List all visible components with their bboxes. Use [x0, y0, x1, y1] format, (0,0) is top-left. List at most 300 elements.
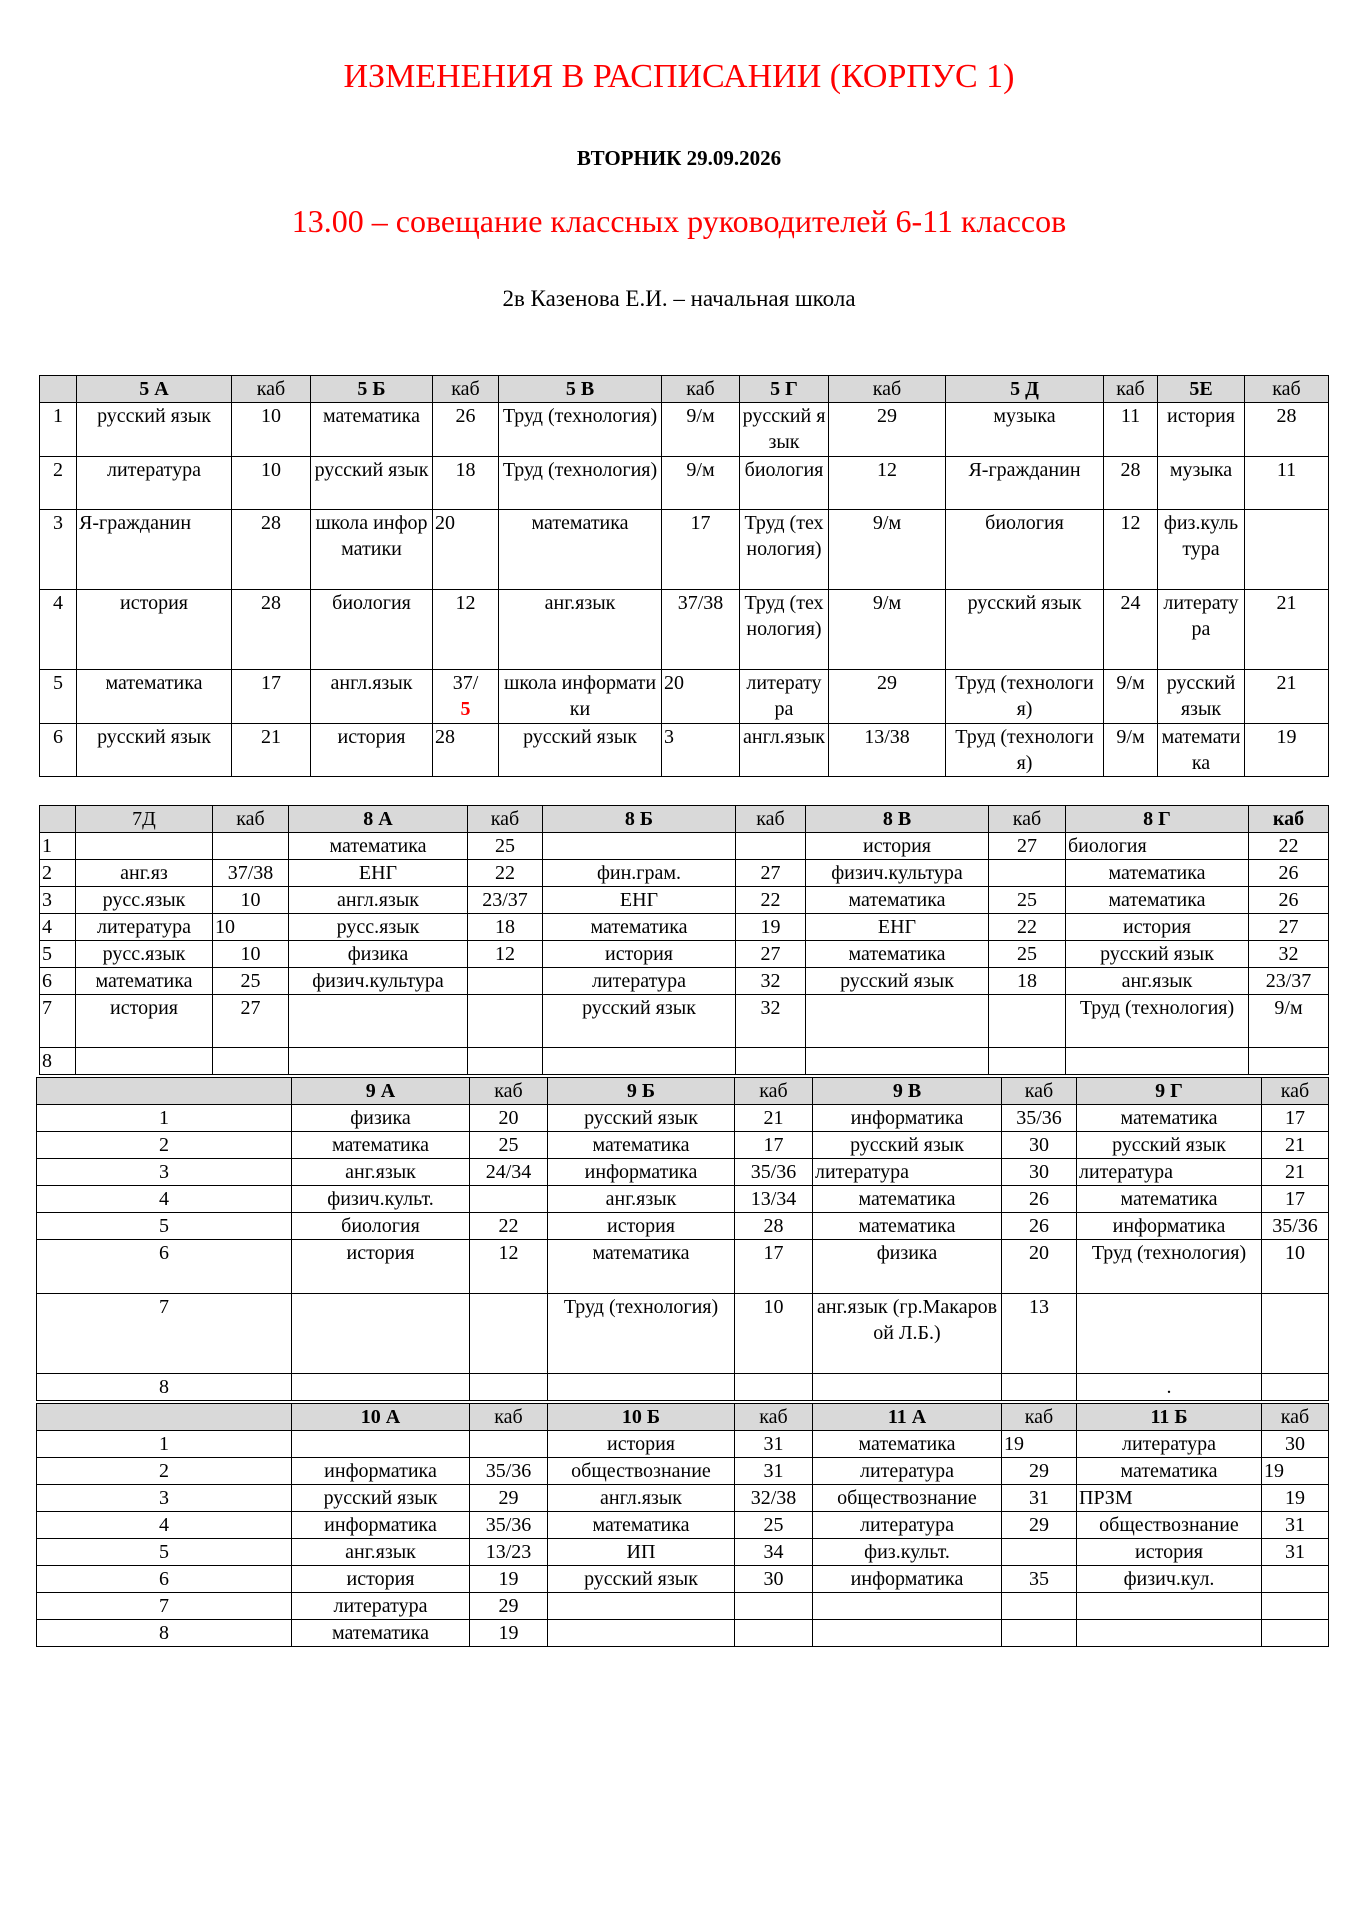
table-cell: фин.грам. — [543, 860, 736, 887]
table-cell — [433, 670, 499, 724]
table-cell: 35/36 — [470, 1458, 548, 1485]
table-cell: 31 — [1262, 1539, 1329, 1566]
table-cell: информатика — [548, 1159, 735, 1186]
table-row — [40, 670, 1329, 724]
table-cell — [989, 860, 1066, 887]
table-cell: 3 — [662, 724, 740, 777]
table-cell: Труд (технология) — [946, 670, 1104, 724]
table-cell: 9/м — [1249, 995, 1329, 1048]
table-cell — [813, 1620, 1002, 1647]
header-cell: 5 В — [499, 376, 662, 403]
table-header-row — [40, 806, 1329, 833]
header-cell — [37, 1078, 292, 1105]
table-cell: 25 — [989, 887, 1066, 914]
table-cell: 11 — [1104, 403, 1158, 457]
table-cell: 4 — [40, 914, 76, 941]
table-cell: 35/36 — [1262, 1213, 1329, 1240]
table-cell — [1066, 1048, 1249, 1075]
table-cell: математика — [289, 833, 468, 860]
table-cell — [1002, 1620, 1077, 1647]
table-cell: русс.язык — [76, 887, 213, 914]
table-cell: 28 — [1245, 403, 1329, 457]
table-cell: 5 — [40, 941, 76, 968]
table-cell: биология — [946, 510, 1104, 590]
table-cell: 23/37 — [468, 887, 543, 914]
table-cell: математика — [548, 1132, 735, 1159]
table-cell — [213, 1048, 289, 1075]
table-cell: 26 — [1002, 1213, 1077, 1240]
table-cell: 24 — [1104, 590, 1158, 670]
table-cell: история — [1077, 1539, 1262, 1566]
table-cell: литература — [1077, 1159, 1262, 1186]
table-cell: 9/м — [1104, 724, 1158, 777]
table-cell — [292, 1431, 470, 1458]
table-cell: 21 — [1245, 670, 1329, 724]
table-cell: Я-гражданин — [946, 457, 1104, 510]
table-cell: обществознание — [1077, 1512, 1262, 1539]
table-cell: физика — [289, 941, 468, 968]
table-cell: 30 — [1262, 1431, 1329, 1458]
table-cell: информатика — [1077, 1213, 1262, 1240]
table-cell: математика — [292, 1620, 470, 1647]
table-cell: 3 — [40, 510, 77, 590]
schedule-date: ВТОРНИК 29.09.2026 — [576, 146, 782, 170]
table-row — [40, 860, 1329, 887]
table-cell: история — [548, 1213, 735, 1240]
table-cell: биология — [740, 457, 829, 510]
header-cell — [40, 376, 77, 403]
table-cell — [1249, 1048, 1329, 1075]
table-cell: музыка — [1158, 457, 1245, 510]
table-cell: 25 — [213, 968, 289, 995]
table-row — [40, 887, 1329, 914]
table-cell: Труд (технология) — [946, 724, 1104, 777]
table-cell: 37/38 — [213, 860, 289, 887]
table-cell — [736, 1048, 806, 1075]
table-row — [40, 457, 1329, 510]
table-cell: 3 — [37, 1485, 292, 1512]
table-row — [37, 1539, 1329, 1566]
table-cell: математика — [1077, 1105, 1262, 1132]
table-cell: Труд (технология) — [1066, 995, 1249, 1048]
table-cell: 12 — [468, 941, 543, 968]
table-cell: Труд (технология) — [548, 1294, 735, 1374]
table-row — [40, 941, 1329, 968]
table-cell: 28 — [232, 590, 311, 670]
table-row — [40, 914, 1329, 941]
header-cell: 5Е — [1158, 376, 1245, 403]
table-cell: . — [1077, 1374, 1262, 1401]
table-cell: 19 — [1002, 1431, 1077, 1458]
table-cell: 9/м — [662, 457, 740, 510]
table-row — [37, 1132, 1329, 1159]
table-cell: русский язык — [1066, 941, 1249, 968]
table-cell: 22 — [989, 914, 1066, 941]
table-cell: информатика — [813, 1105, 1002, 1132]
table-cell: русский язык — [813, 1132, 1002, 1159]
header-cell: 9 В — [813, 1078, 1002, 1105]
table-cell: 4 — [37, 1512, 292, 1539]
table-cell — [468, 1048, 543, 1075]
table-cell: 13/38 — [829, 724, 946, 777]
table-cell: 25 — [468, 833, 543, 860]
table-cell — [1002, 1539, 1077, 1566]
table-cell — [470, 1186, 548, 1213]
table-cell: 25 — [735, 1512, 813, 1539]
table-cell: 27 — [213, 995, 289, 1048]
table-cell: 32 — [736, 995, 806, 1048]
table-cell: 22 — [736, 887, 806, 914]
table-cell: русский язык — [740, 403, 829, 457]
table-cell: 7 — [37, 1593, 292, 1620]
table-cell: 23/37 — [1249, 968, 1329, 995]
table-cell: школа информатики — [311, 510, 433, 590]
header-cell: каб — [735, 1078, 813, 1105]
header-cell: каб — [1002, 1078, 1077, 1105]
table-cell: литература — [740, 670, 829, 724]
table-cell: 21 — [1262, 1132, 1329, 1159]
table-cell: история — [1066, 914, 1249, 941]
table-cell — [735, 1620, 813, 1647]
table-row — [37, 1458, 1329, 1485]
table-cell: 22 — [1249, 833, 1329, 860]
table-cell: ЕНГ — [806, 914, 989, 941]
table-cell: математика — [1077, 1458, 1262, 1485]
table-cell: 5 — [37, 1213, 292, 1240]
table-cell: 19 — [1245, 724, 1329, 777]
table-cell: математика — [806, 887, 989, 914]
table-cell: 31 — [1262, 1512, 1329, 1539]
table-cell: 24/34 — [470, 1159, 548, 1186]
table-cell: 26 — [1249, 887, 1329, 914]
table-cell: информатика — [292, 1458, 470, 1485]
table-cell: 2 — [40, 860, 76, 887]
header-cell: 8 А — [289, 806, 468, 833]
table-header-row — [37, 1404, 1329, 1431]
table-cell: 29 — [470, 1485, 548, 1512]
header-cell: 5 А — [77, 376, 232, 403]
table-cell: 27 — [736, 941, 806, 968]
table-row — [40, 510, 1329, 590]
table-cell: русский язык — [1077, 1132, 1262, 1159]
table-cell: 9/м — [662, 403, 740, 457]
table-cell: 37/38 — [662, 590, 740, 670]
table-cell: 10 — [213, 914, 289, 941]
header-cell: 5 Д — [946, 376, 1104, 403]
header-cell: 11 Б — [1077, 1404, 1262, 1431]
table-cell — [1262, 1620, 1329, 1647]
schedule-table-grade5 — [39, 375, 1329, 777]
table-cell — [289, 1048, 468, 1075]
table-cell: 31 — [735, 1431, 813, 1458]
table-cell — [76, 1048, 213, 1075]
table-cell: 10 — [213, 887, 289, 914]
header-cell: 8 Г — [1066, 806, 1249, 833]
teacher-note: 2в Казенова Е.И. – начальная школа — [502, 286, 856, 311]
table-cell: русский язык — [1158, 670, 1245, 724]
table-row — [37, 1294, 1329, 1374]
table-row — [37, 1105, 1329, 1132]
table-cell: 25 — [470, 1132, 548, 1159]
table-row — [40, 833, 1329, 860]
table-cell: 19 — [736, 914, 806, 941]
table-cell: математика — [806, 941, 989, 968]
table-cell: 31 — [735, 1458, 813, 1485]
table-cell: 13/34 — [735, 1186, 813, 1213]
table-cell: анг.язык — [499, 590, 662, 670]
table-cell: 27 — [736, 860, 806, 887]
table-cell: 3 — [40, 887, 76, 914]
table-cell: 1 — [40, 403, 77, 457]
table-cell: математика — [548, 1512, 735, 1539]
table-row — [40, 995, 1329, 1048]
table-cell: 26 — [1249, 860, 1329, 887]
table-cell: анг.язык — [1066, 968, 1249, 995]
table-header-row — [37, 1078, 1329, 1105]
header-cell: каб — [433, 376, 499, 403]
table-cell — [735, 1593, 813, 1620]
table-cell: физика — [292, 1105, 470, 1132]
table-cell: 35/36 — [470, 1512, 548, 1539]
table-cell: русский язык — [806, 968, 989, 995]
table-row — [40, 724, 1329, 777]
table-row — [37, 1186, 1329, 1213]
table-cell: 34 — [735, 1539, 813, 1566]
table-cell: русский язык — [548, 1566, 735, 1593]
table-cell: 9/м — [1104, 670, 1158, 724]
table-cell: англ.язык — [548, 1485, 735, 1512]
table-cell — [548, 1593, 735, 1620]
table-cell: Труд (технология) — [740, 510, 829, 590]
table-cell: русский язык — [499, 724, 662, 777]
table-cell: математика — [292, 1132, 470, 1159]
table-cell: физич.культура — [806, 860, 989, 887]
table-cell: 18 — [433, 457, 499, 510]
header-cell: каб — [1249, 806, 1329, 833]
schedule-table-grade9 — [36, 1077, 1329, 1401]
table-row — [37, 1431, 1329, 1458]
table-row — [40, 1048, 1329, 1075]
table-cell: физич.культ. — [292, 1186, 470, 1213]
table-cell — [470, 1431, 548, 1458]
header-cell — [40, 806, 76, 833]
header-cell: каб — [1262, 1078, 1329, 1105]
table-cell: литература — [813, 1458, 1002, 1485]
table-cell: 25 — [989, 941, 1066, 968]
table-row — [40, 968, 1329, 995]
table-cell: 20 — [433, 510, 499, 590]
table-cell — [292, 1374, 470, 1401]
table-cell: 30 — [735, 1566, 813, 1593]
table-cell: 19 — [1262, 1458, 1329, 1485]
header-cell: каб — [736, 806, 806, 833]
table-cell: 35/36 — [1002, 1105, 1077, 1132]
table-cell: 17 — [1262, 1186, 1329, 1213]
table-cell: литература — [76, 914, 213, 941]
table-cell: 28 — [232, 510, 311, 590]
header-cell: каб — [829, 376, 946, 403]
table-cell: 29 — [470, 1593, 548, 1620]
table-cell — [548, 1374, 735, 1401]
table-cell: 9/м — [829, 590, 946, 670]
header-cell: каб — [232, 376, 311, 403]
table-cell: 29 — [829, 670, 946, 724]
header-cell: каб — [470, 1404, 548, 1431]
table-cell: 8 — [40, 1048, 76, 1075]
table-cell: 10 — [1262, 1240, 1329, 1294]
table-cell: 18 — [989, 968, 1066, 995]
header-cell: каб — [735, 1404, 813, 1431]
table-cell: 2 — [40, 457, 77, 510]
header-cell: каб — [213, 806, 289, 833]
table-row — [37, 1240, 1329, 1294]
table-cell: 28 — [433, 724, 499, 777]
header-cell: 5 Б — [311, 376, 433, 403]
table-cell: литература — [1158, 590, 1245, 670]
table-cell: англ.язык — [289, 887, 468, 914]
table-cell: литература — [543, 968, 736, 995]
table-cell: 32 — [736, 968, 806, 995]
table-cell — [470, 1374, 548, 1401]
table-cell: русский язык — [946, 590, 1104, 670]
header-cell: каб — [470, 1078, 548, 1105]
table-cell: 21 — [735, 1105, 813, 1132]
table-cell: математика — [77, 670, 232, 724]
table-cell: 27 — [1249, 914, 1329, 941]
table-cell — [1077, 1620, 1262, 1647]
table-cell: 17 — [662, 510, 740, 590]
table-cell: история — [1158, 403, 1245, 457]
table-cell: 32/38 — [735, 1485, 813, 1512]
table-cell — [548, 1620, 735, 1647]
table-cell — [543, 1048, 736, 1075]
table-cell — [470, 1294, 548, 1374]
table-cell: 30 — [1002, 1132, 1077, 1159]
table-cell: история — [311, 724, 433, 777]
table-cell — [736, 833, 806, 860]
header-cell: 9 А — [292, 1078, 470, 1105]
table-header-row — [40, 376, 1329, 403]
table-cell — [1077, 1593, 1262, 1620]
table-cell — [1002, 1374, 1077, 1401]
table-cell: русский язык — [311, 457, 433, 510]
table-cell: 2 — [37, 1458, 292, 1485]
table-cell: 19 — [470, 1566, 548, 1593]
table-cell: 12 — [829, 457, 946, 510]
header-cell: каб — [989, 806, 1066, 833]
table-cell: 30 — [1002, 1159, 1077, 1186]
table-cell: 3 — [37, 1159, 292, 1186]
table-cell: 10 — [232, 457, 311, 510]
table-cell: русский язык — [292, 1485, 470, 1512]
table-cell: литература — [77, 457, 232, 510]
table-cell: 17 — [232, 670, 311, 724]
table-cell — [813, 1593, 1002, 1620]
table-cell: анг.язык — [548, 1186, 735, 1213]
table-cell: 29 — [829, 403, 946, 457]
table-cell: физика — [813, 1240, 1002, 1294]
table-cell: 6 — [40, 724, 77, 777]
table-cell: русс.язык — [76, 941, 213, 968]
table-cell: 26 — [433, 403, 499, 457]
table-cell: анг.язык — [292, 1159, 470, 1186]
header-cell: 9 Г — [1077, 1078, 1262, 1105]
header-cell: каб — [1104, 376, 1158, 403]
table-cell: 13 — [1002, 1294, 1077, 1374]
table-cell: биология — [292, 1213, 470, 1240]
table-cell: русс.язык — [289, 914, 468, 941]
table-row — [37, 1374, 1329, 1401]
table-cell: 8 — [37, 1620, 292, 1647]
table-cell: 29 — [1002, 1458, 1077, 1485]
table-cell: математика — [813, 1213, 1002, 1240]
table-cell: 6 — [40, 968, 76, 995]
table-cell — [989, 995, 1066, 1048]
table-cell: 20 — [1002, 1240, 1077, 1294]
table-cell: 21 — [1262, 1159, 1329, 1186]
table-cell: 32 — [1249, 941, 1329, 968]
header-cell: 8 В — [806, 806, 989, 833]
table-cell: 21 — [1245, 590, 1329, 670]
table-cell — [806, 1048, 989, 1075]
table-cell — [813, 1374, 1002, 1401]
table-cell: 6 — [37, 1240, 292, 1294]
table-cell: 11 — [1245, 457, 1329, 510]
table-cell: 12 — [1104, 510, 1158, 590]
table-cell: русский язык — [77, 724, 232, 777]
table-cell — [1262, 1294, 1329, 1374]
table-cell: физ.культ. — [813, 1539, 1002, 1566]
table-cell: литература — [813, 1159, 1002, 1186]
page-title: ИЗМЕНЕНИЯ В РАСПИСАНИИ (КОРПУС 1) — [343, 58, 1015, 95]
table-row — [40, 590, 1329, 670]
table-cell — [1262, 1593, 1329, 1620]
table-row — [37, 1566, 1329, 1593]
table-cell: 17 — [735, 1240, 813, 1294]
table-cell: литература — [813, 1512, 1002, 1539]
table-cell: 4 — [37, 1186, 292, 1213]
header-cell: 11 А — [813, 1404, 1002, 1431]
table-cell: 26 — [1002, 1186, 1077, 1213]
table-cell — [468, 968, 543, 995]
table-cell: история — [77, 590, 232, 670]
table-cell: история — [543, 941, 736, 968]
table-cell: ПРЗМ — [1077, 1485, 1262, 1512]
header-cell: каб — [468, 806, 543, 833]
table-cell: литература — [292, 1593, 470, 1620]
header-cell: каб — [1002, 1404, 1077, 1431]
table-cell: 29 — [1002, 1512, 1077, 1539]
meeting-notice: 13.00 – совещание классных руководителей 6-11 классов — [291, 203, 1067, 239]
table-cell: 7 — [40, 995, 76, 1048]
header-cell: 9 Б — [548, 1078, 735, 1105]
table-cell: математика — [543, 914, 736, 941]
table-cell — [735, 1374, 813, 1401]
table-cell: математика — [813, 1431, 1002, 1458]
table-cell: математика — [548, 1240, 735, 1294]
table-cell: англ.язык — [311, 670, 433, 724]
table-cell: математика — [1066, 860, 1249, 887]
table-cell: 35 — [1002, 1566, 1077, 1593]
table-cell: информатика — [292, 1512, 470, 1539]
table-cell: 1 — [37, 1431, 292, 1458]
table-cell: 28 — [1104, 457, 1158, 510]
table-row — [37, 1159, 1329, 1186]
schedule-table-grade7-8 — [39, 805, 1329, 1075]
table-cell: 10 — [213, 941, 289, 968]
table-cell: 17 — [735, 1132, 813, 1159]
table-cell: биология — [311, 590, 433, 670]
